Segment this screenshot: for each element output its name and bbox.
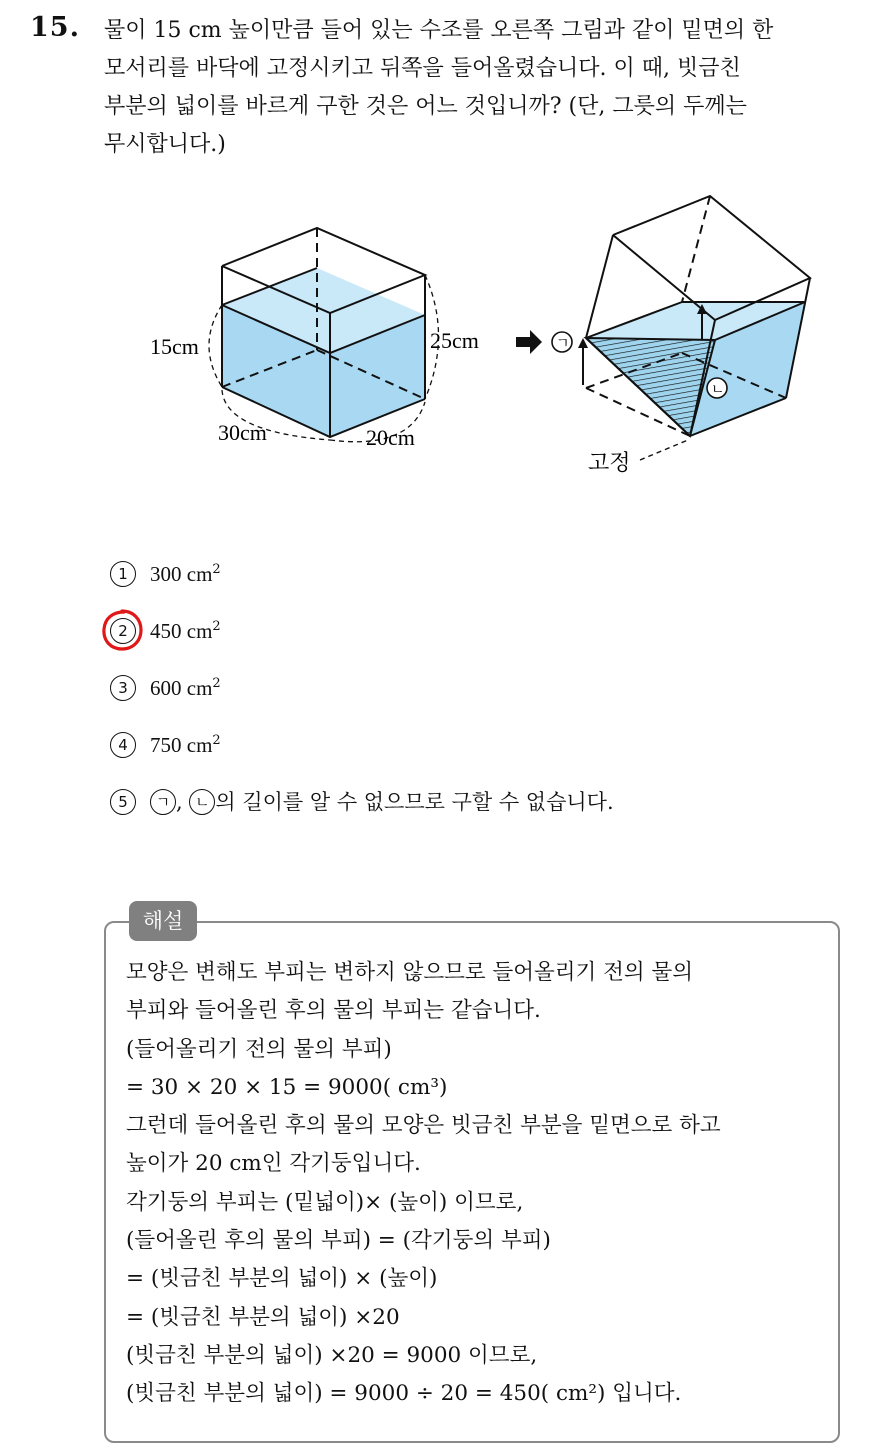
symbol-b-mark: ㄴ <box>189 789 215 815</box>
label-height-tank: 25cm <box>430 328 479 353</box>
choice-separator: , <box>176 790 190 814</box>
choice-number: 3 <box>110 675 136 701</box>
choice-5[interactable] <box>110 782 614 822</box>
solution-line: 모양은 변해도 부피는 변하지 않으므로 들어올리기 전의 물의 <box>126 960 694 985</box>
label-fixed: 고정 <box>588 451 631 476</box>
question-line: 모서리를 바닥에 고정시키고 뒤쪽을 들어올렸습니다. 이 때, 빗금친 <box>104 56 741 81</box>
solution-line: 그런데 들어올린 후의 물의 모양은 빗금친 부분을 밑면으로 하고 <box>126 1113 721 1139</box>
solution-line: = 30 × 20 × 15 = 9000( cm³) <box>126 1074 448 1100</box>
question-text <box>104 12 864 164</box>
choice-number: 4 <box>110 732 136 758</box>
solution-line: = (빗금친 부분의 넓이) ×20 <box>126 1304 400 1330</box>
question-line: 물이 15 cm 높이만큼 들어 있는 수조를 오른쪽 그림과 같이 밑면의 한 <box>104 18 774 43</box>
label-width: 20cm <box>366 425 415 450</box>
solution-line: (빗금친 부분의 넓이) ×20 = 9000 이므로, <box>126 1342 538 1368</box>
right-arrow-icon <box>516 330 542 354</box>
question-line: 무시합니다.) <box>104 132 226 157</box>
choice-number: 5 <box>110 789 136 815</box>
solution-text <box>126 954 826 1414</box>
symbol-a: ㄱ <box>556 336 570 352</box>
choice-number: 2 <box>110 618 136 644</box>
choice-3[interactable] <box>110 668 221 708</box>
choice-value: 300 cm <box>150 562 213 586</box>
choice-exponent: 2 <box>212 619 221 634</box>
solution-tag: 해설 <box>129 901 197 941</box>
choice-4[interactable] <box>110 725 221 765</box>
choice-exponent: 2 <box>212 676 221 691</box>
choice-1[interactable] <box>110 554 221 594</box>
solution-line: 부피와 들어올린 후의 물의 부피는 같습니다. <box>126 998 541 1024</box>
solution-line: 각기둥의 부피는 (밑넓이)× (높이) 이므로, <box>126 1189 524 1215</box>
symbol-a-mark: ㄱ <box>150 789 176 815</box>
question-number: 15. <box>30 12 80 43</box>
solution-line: 높이가 20 cm인 각기둥입니다. <box>126 1151 421 1177</box>
solution-line: (들어올린 후의 물의 부피) = (각기둥의 부피) <box>126 1228 551 1254</box>
label-length: 30cm <box>218 420 267 445</box>
question-line: 부분의 넓이를 바르게 구한 것은 어느 것입니까? (단, 그릇의 두께는 <box>104 94 747 119</box>
choice-text: 의 길이를 알 수 없으므로 구할 수 없습니다. <box>215 790 614 814</box>
choice-number: 1 <box>110 561 136 587</box>
choice-value: 450 cm <box>150 619 213 643</box>
tank-figure <box>140 190 830 490</box>
symbol-b: ㄴ <box>711 382 725 398</box>
choice-exponent: 2 <box>212 733 221 748</box>
choice-value: 600 cm <box>150 676 213 700</box>
choice-value: 750 cm <box>150 733 213 757</box>
choice-2[interactable] <box>110 611 221 651</box>
solution-line: (들어올리기 전의 물의 부피) <box>126 1036 392 1062</box>
label-height-water: 15cm <box>150 334 199 359</box>
choice-exponent: 2 <box>212 562 221 577</box>
solution-line: = (빗금친 부분의 넓이) × (높이) <box>126 1266 438 1292</box>
solution-line: (빗금친 부분의 넓이) = 9000 ÷ 20 = 450( cm²) 입니다. <box>126 1381 682 1407</box>
